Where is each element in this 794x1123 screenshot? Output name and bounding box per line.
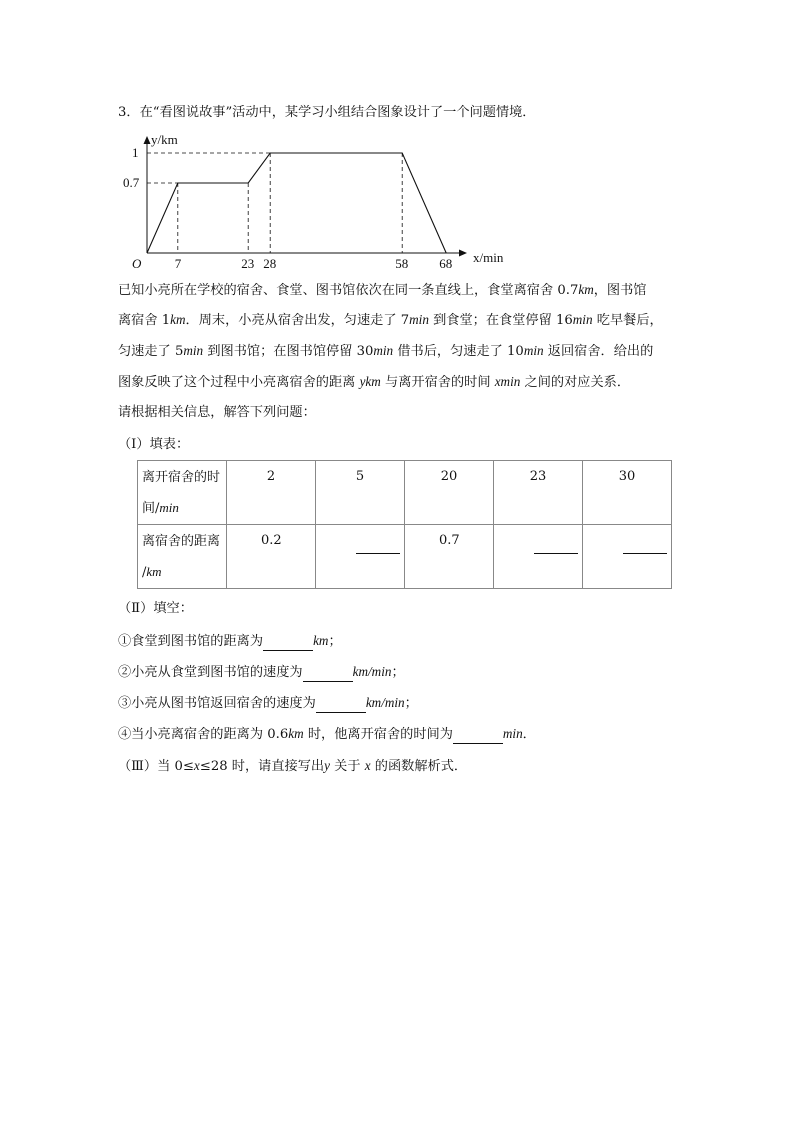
y-axis-arrow bbox=[144, 136, 151, 144]
question-4: ④当小亮离宿舍的距离为 0.6km 时，他离开宿舍的时间为 min． bbox=[118, 726, 536, 742]
x-tick-label: 23 bbox=[241, 256, 255, 271]
story-line-4: 图象反映了这个过程中小亮离宿舍的距离 ykm 与离开宿舍的时间 xmin 之间的对应关系． bbox=[118, 374, 631, 390]
answer-blank[interactable] bbox=[453, 729, 503, 744]
story-line-1: 已知小亮所在学校的宿舍、食堂、图书馆依次在同一条直线上，食堂离宿舍 0.7km，图书馆 bbox=[118, 282, 647, 298]
question-1: ①食堂到图书馆的距离为 km； bbox=[118, 633, 342, 649]
x-tick-label: 58 bbox=[395, 256, 409, 271]
distance-line bbox=[147, 153, 446, 253]
y-tick-label: 0.7 bbox=[123, 175, 140, 190]
table-row bbox=[138, 525, 672, 589]
y-tick-label: 1 bbox=[132, 145, 139, 160]
time-cell: 5 bbox=[316, 461, 405, 525]
distance-blank-cell[interactable] bbox=[316, 525, 405, 589]
part1-title: （Ⅰ）填表： bbox=[118, 437, 190, 452]
answer-blank[interactable] bbox=[303, 667, 353, 682]
x-tick-label: 28 bbox=[263, 256, 277, 271]
x-tick-label: 7 bbox=[174, 256, 182, 271]
part2-title: （Ⅱ）填空： bbox=[118, 601, 193, 616]
graph-axes bbox=[144, 136, 468, 257]
question-2: ②小亮从食堂到图书馆的速度为 km/min； bbox=[118, 664, 405, 680]
row-header-distance: 离宿舍的距离 /km bbox=[138, 525, 227, 589]
instruction-line: 请根据相关信息，解答下列问题： bbox=[118, 405, 316, 420]
time-cell: 20 bbox=[405, 461, 494, 525]
distance-time-graph bbox=[118, 128, 518, 273]
time-cell: 2 bbox=[227, 461, 316, 525]
time-cell: 23 bbox=[494, 461, 583, 525]
distance-cell: 0.2 bbox=[227, 525, 316, 589]
problem-intro: 3．在“看图说故事”活动中，某学习小组结合图象设计了一个问题情境． bbox=[118, 105, 536, 120]
distance-cell: 0.7 bbox=[405, 525, 494, 589]
time-cell: 30 bbox=[583, 461, 672, 525]
answer-blank[interactable] bbox=[316, 698, 366, 713]
answer-blank[interactable] bbox=[263, 636, 313, 651]
y-axis-label: y/km bbox=[151, 132, 178, 147]
question-3: ③小亮从图书馆返回宿舍的速度为 km/min； bbox=[118, 695, 418, 711]
answer-blank bbox=[623, 539, 667, 554]
x-axis-arrow bbox=[459, 250, 467, 257]
story-line-3: 匀速走了 5min 到图书馆；在图书馆停留 30min 借书后，匀速走了 10min 返回宿舍．给出的 bbox=[118, 343, 654, 359]
dashed-guides bbox=[147, 153, 402, 253]
tick-labels bbox=[123, 145, 452, 271]
fill-in-table bbox=[137, 460, 672, 589]
answer-blank bbox=[356, 539, 400, 554]
distance-blank-cell[interactable] bbox=[583, 525, 672, 589]
answer-blank bbox=[534, 539, 578, 554]
origin-label: O bbox=[132, 256, 142, 271]
x-axis-label: x/min bbox=[473, 250, 504, 265]
row-header-time: 离开宿舍的时 间/min bbox=[138, 461, 227, 525]
table-row bbox=[138, 461, 672, 525]
story-line-2: 离宿舍 1km．周末，小亮从宿舍出发，匀速走了 7min 到食堂；在食堂停留 16min 吃早餐后， bbox=[118, 312, 663, 328]
distance-blank-cell[interactable] bbox=[494, 525, 583, 589]
part3-question: （Ⅲ）当 0≤x≤28 时，请直接写出y 关于 x 的函数解析式． bbox=[118, 758, 468, 774]
x-tick-label: 68 bbox=[439, 256, 453, 271]
